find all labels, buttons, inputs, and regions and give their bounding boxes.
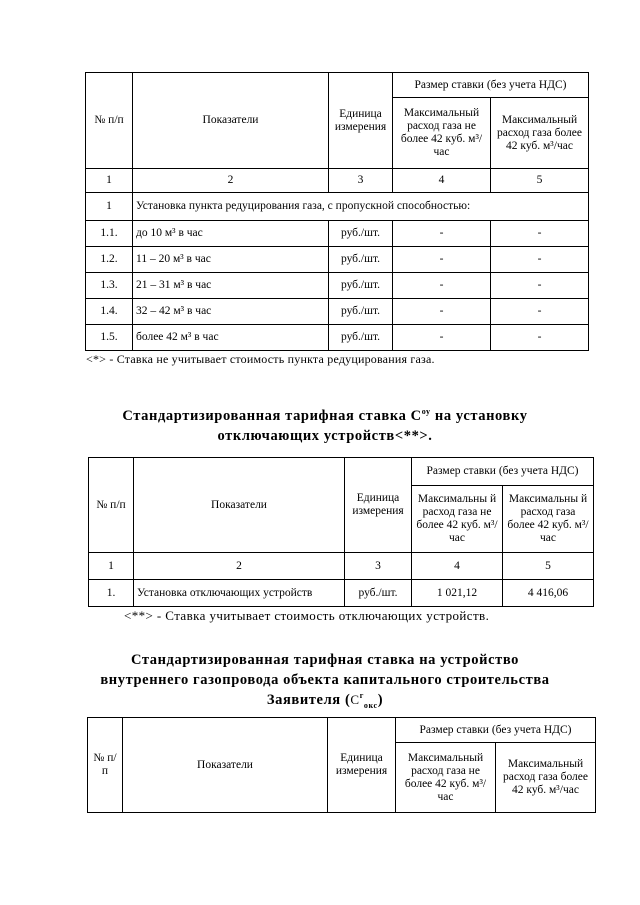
header-unit: Единица измерения bbox=[345, 458, 412, 553]
header-indicators: Показатели bbox=[123, 718, 328, 813]
section-number: 1 bbox=[86, 193, 133, 221]
colnum: 3 bbox=[345, 553, 412, 580]
heading-text: ) bbox=[377, 692, 384, 708]
table-internal-gas-pipeline bbox=[87, 717, 596, 813]
column-number-row bbox=[86, 169, 589, 193]
header-number: № п/п bbox=[88, 718, 123, 813]
heading-text: Стандартизированная тарифная ставка на устройство bbox=[130, 652, 520, 668]
row-value-le-42: - bbox=[393, 247, 491, 273]
table-row bbox=[86, 299, 589, 325]
colnum: 2 bbox=[134, 553, 345, 580]
heading-text: Стандартизированная тарифная ставка C bbox=[122, 408, 422, 424]
colnum: 4 bbox=[412, 553, 503, 580]
row-indicator: 32 – 42 м³ в час bbox=[133, 299, 329, 325]
header-rate: Размер ставки (без учета НДС) bbox=[412, 458, 594, 486]
row-indicator: Установка отключающих устройств bbox=[134, 580, 345, 607]
heading-text: отключающих устройств<**>. bbox=[217, 428, 433, 444]
header-max-le-42: Максимальный расход газа не более 42 куб. м³/час bbox=[396, 743, 496, 813]
row-value-le-42: - bbox=[393, 221, 491, 247]
header-max-gt-42: Максимальный расход газа более 42 куб. м³/час bbox=[496, 743, 596, 813]
row-indicator: более 42 м³ в час bbox=[133, 325, 329, 351]
heading-text: на установку bbox=[430, 408, 528, 424]
table-row bbox=[89, 580, 594, 607]
row-number: 1.5. bbox=[86, 325, 133, 351]
heading-symbol: C bbox=[350, 692, 360, 707]
section-title: Установка пункта редуцирования газа, с пропускной способностью: bbox=[133, 193, 589, 221]
row-value-le-42: - bbox=[393, 325, 491, 351]
table-disconnecting-devices bbox=[88, 457, 594, 607]
row-number: 1.4. bbox=[86, 299, 133, 325]
row-unit: руб./шт. bbox=[329, 221, 393, 247]
header-max-le-42: Максимальный расход газа не более 42 куб. м³/час bbox=[393, 98, 491, 169]
row-value-le-42: - bbox=[393, 273, 491, 299]
table-pressure-reducing-point bbox=[85, 72, 589, 351]
row-value-le-42: 1 021,12 bbox=[412, 580, 503, 607]
row-unit: руб./шт. bbox=[329, 299, 393, 325]
table-row bbox=[86, 325, 589, 351]
row-value-gt-42: - bbox=[491, 299, 589, 325]
row-indicator: 21 – 31 м³ в час bbox=[133, 273, 329, 299]
row-indicator: 11 – 20 м³ в час bbox=[133, 247, 329, 273]
colnum: 5 bbox=[491, 169, 589, 193]
row-value-gt-42: - bbox=[491, 273, 589, 299]
heading-disconnecting-devices bbox=[60, 406, 590, 446]
column-number-row bbox=[89, 553, 594, 580]
header-unit: Единица измерения bbox=[329, 73, 393, 169]
heading-superscript: оу bbox=[421, 407, 431, 417]
row-value-gt-42: - bbox=[491, 247, 589, 273]
row-unit: руб./шт. bbox=[329, 247, 393, 273]
row-number: 1.1. bbox=[86, 221, 133, 247]
footnote-1: <*> - Ставка не учитывает стоимость пункта редуцирования газа. bbox=[86, 352, 435, 366]
header-max-gt-42: Максимальный расход газа более 42 куб. м³/час bbox=[491, 98, 589, 169]
heading-superscript: г bbox=[359, 691, 364, 701]
header-number: № п/п bbox=[89, 458, 134, 553]
heading-text: Заявителя ( bbox=[266, 692, 351, 708]
row-unit: руб./шт. bbox=[329, 273, 393, 299]
row-value-gt-42: - bbox=[491, 221, 589, 247]
colnum: 1 bbox=[89, 553, 134, 580]
header-max-le-42: Максимальны й расход газа не более 42 куб. м³/час bbox=[412, 486, 503, 553]
table-row bbox=[86, 273, 589, 299]
header-number: № п/п bbox=[86, 73, 133, 169]
header-unit: Единица измерения bbox=[328, 718, 396, 813]
table-row bbox=[86, 221, 589, 247]
colnum: 4 bbox=[393, 169, 491, 193]
colnum: 5 bbox=[503, 553, 594, 580]
heading-text: внутреннего газопровода объекта капитального строительства bbox=[100, 672, 550, 688]
row-value-gt-42: - bbox=[491, 325, 589, 351]
heading-internal-gas-pipeline bbox=[60, 650, 590, 710]
header-indicators: Показатели bbox=[134, 458, 345, 553]
row-value-le-42: - bbox=[393, 299, 491, 325]
section-row bbox=[86, 193, 589, 221]
heading-subscript: окс bbox=[363, 700, 378, 710]
row-unit: руб./шт. bbox=[345, 580, 412, 607]
row-indicator: до 10 м³ в час bbox=[133, 221, 329, 247]
row-unit: руб./шт. bbox=[329, 325, 393, 351]
table-row bbox=[86, 247, 589, 273]
row-number: 1.3. bbox=[86, 273, 133, 299]
colnum: 1 bbox=[86, 169, 133, 193]
header-rate: Размер ставки (без учета НДС) bbox=[393, 73, 589, 98]
colnum: 2 bbox=[133, 169, 329, 193]
header-indicators: Показатели bbox=[133, 73, 329, 169]
row-number: 1.2. bbox=[86, 247, 133, 273]
header-max-gt-42: Максимальны й расход газа более 42 куб. м³/час bbox=[503, 486, 594, 553]
footnote-2: <**> - Ставка учитывает стоимость отключающих устройств. bbox=[124, 608, 490, 623]
header-rate: Размер ставки (без учета НДС) bbox=[396, 718, 596, 743]
row-value-gt-42: 4 416,06 bbox=[503, 580, 594, 607]
colnum: 3 bbox=[329, 169, 393, 193]
row-number: 1. bbox=[89, 580, 134, 607]
